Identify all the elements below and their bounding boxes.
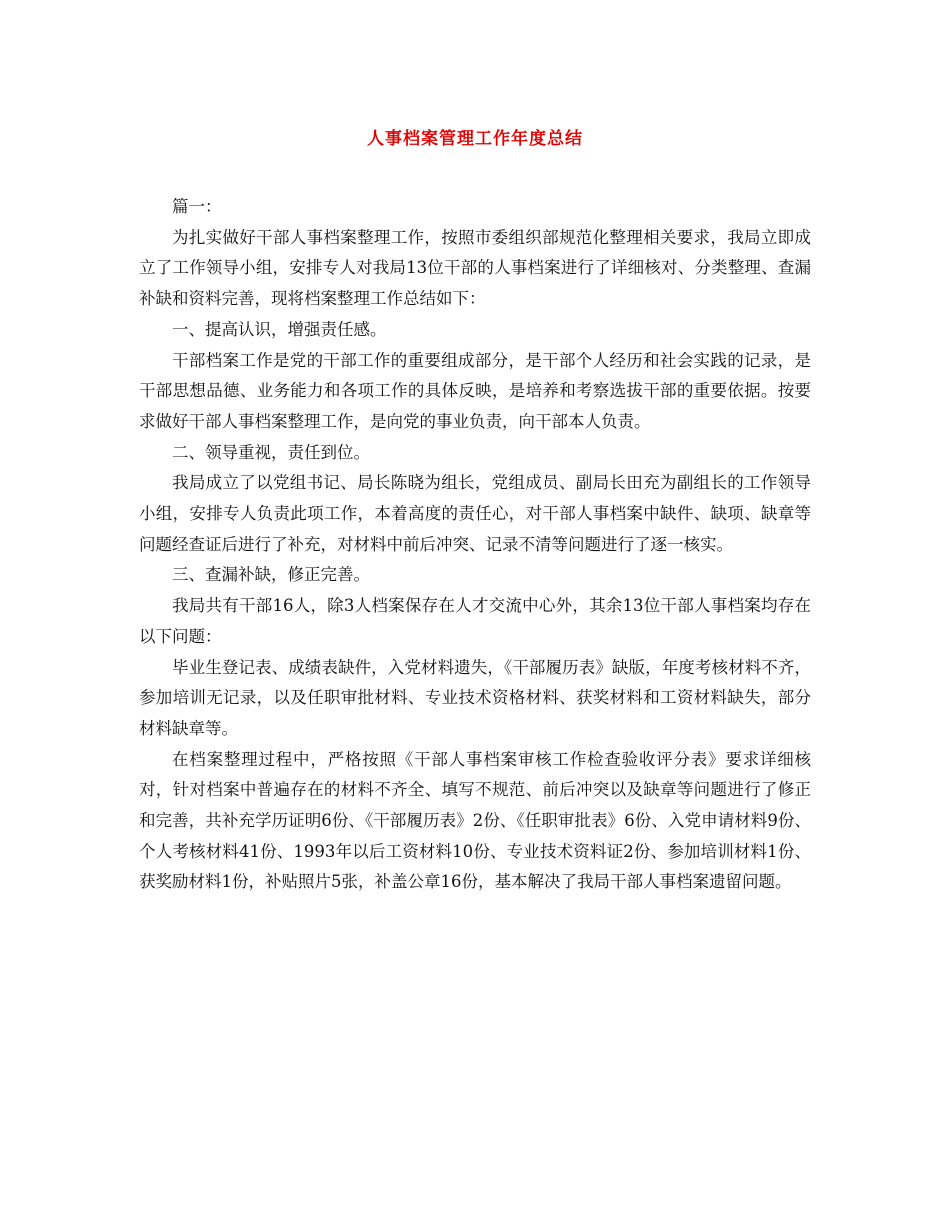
paragraph-leadership: 我局成立了以党组书记、局长陈晓为组长，党组成员、副局长田充为副组长的工作领导小组，安排专人负责此项工作，本着高度的责任心，对干部人事档案中缺件、缺项、缺章等问题经查证后进行了补充，对材料中前后冲突、记录不清等问题进行了逐一核实。	[139, 473, 811, 554]
section-label: 篇一：	[172, 197, 222, 216]
document-title: 人事档案管理工作年度总结	[367, 129, 583, 149]
paragraph-corrections: 在档案整理过程中，严格按照《干部人事档案审核工作检查验收评分表》要求详细核对，针对档案中普遍存在的材料不齐全、填写不规范、前后冲突以及缺章等问题进行了修正和完善，共补充学历证明6份、《干部履历表》2份、《任职审批表》6份、入党申请材料9份、个人考核材料41份、1993年以后工资材料10份、专业技术资料证2份、参加培训材料1份、获奖励材料1份，补贴照片5张，补盖公章16份，基本解决了我局干部人事档案遗留问题。	[139, 749, 811, 892]
paragraph-problems: 毕业生登记表、成绩表缺件，入党材料遗失，《干部履历表》缺版，年度考核材料不齐，参加培训无记录，以及任职审批材料、专业技术资格材料、获奖材料和工资材料缺失，部分材料缺章等。	[139, 657, 811, 738]
heading-three: 三、查漏补缺，修正完善。	[172, 565, 370, 585]
heading-two: 二、领导重视，责任到位。	[172, 442, 370, 462]
heading-one: 一、提高认识，增强责任感。	[172, 319, 387, 339]
intro-paragraph: 为扎实做好干部人事档案整理工作，按照市委组织部规范化整理相关要求，我局立即成立了工作领导小组，安排专人对我局13位干部的人事档案进行了详细核对、分类整理、查漏补缺和资料完善，现将档案整理工作总结如下：	[139, 227, 811, 309]
document-body	[139, 192, 811, 898]
paragraph-staff-count: 我局共有干部16人，除3人档案保存在人才交流中心外，其余13位干部人事档案均存在以下问题：	[139, 596, 811, 646]
paragraph-awareness: 干部档案工作是党的干部工作的重要组成部分，是干部个人经历和社会实践的记录，是干部思想品德、业务能力和各项工作的具体反映，是培养和考察选拔干部的重要依据。按要求做好干部人事档案整理工作，是向党的事业负责，向干部本人负责。	[139, 350, 811, 431]
